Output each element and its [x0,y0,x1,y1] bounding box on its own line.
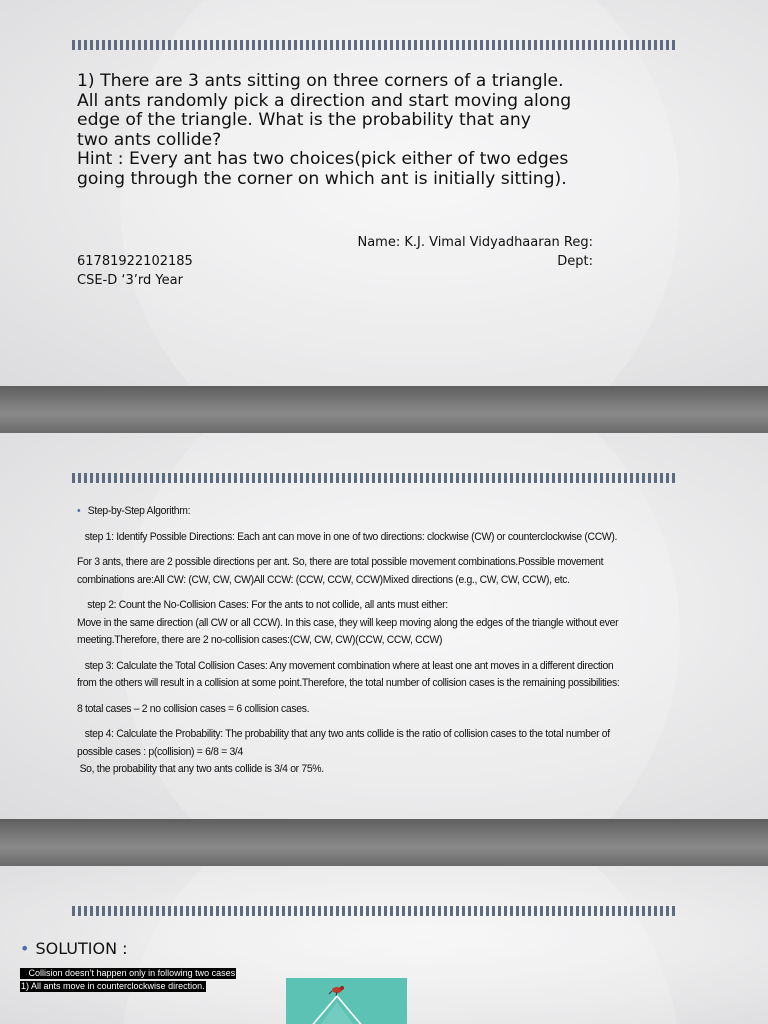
step-3-paragraph: step 3: Calculate the Total Collision Cases: Any movement combination where at least one ant moves in a different direction from the others will result in a collision at some point.Therefore, the total number of collision cases is the remaining possibilities: [77,659,620,689]
decorative-stripe [72,906,676,916]
algorithm-bullet [77,503,635,521]
decorative-stripe [72,40,676,50]
slide-1 [0,0,768,386]
triangle-illustration [286,978,407,1024]
combinations-paragraph: For 3 ants, there are 2 possible directions per ant. So, there are total possible movement combinations.Possible movement combinations are:All CW: (CW, CW, CW)All CCW: (CCW, CCW, CCW)Mixed directions (e.g., CW, CW, CCW), etc. [77,556,604,586]
algorithm-text [77,503,635,787]
ant-triangle-icon [286,978,407,1024]
bullet-icon: • [20,939,30,958]
step-2-paragraph: step 2: Count the No-Collision Cases: For the ants to not collide, all ants must either: Move in the same direction (all CW or all CCW). In this case, they will keep moving along the edges of the triangle without ever meeting.Therefore, there are 2 no-collision cases:(CW, CW, CW)(CCW, CCW, CCW) [77,599,619,646]
step-4-paragraph: step 4: Calculate the Probability: The probability that any two ants collide is the ratio of collision cases to the total number of possible cases : p(collision) = 6/8 = 3/4 So, the probability that any two ants collide is 3/4 or 75%. [77,728,610,775]
step-1-paragraph: step 1: Identify Possible Directions: Each ant can move in one of two directions: clockwise (CW) or counterclockwise (CCW). [77,530,618,543]
dept-value: CSE-D ‘3’rd Year [77,273,183,288]
algorithm-heading: Step-by-Step Algorithm: [87,505,191,517]
reg-number: 61781922102185 [77,254,193,269]
decorative-stripe [72,473,676,483]
note-no-collision: Collision doesn’t happen only in following two cases [21,968,236,978]
author-name-line: Name: K.J. Vimal Vidyadhaaran Reg: [357,235,593,250]
solution-title [20,938,128,960]
reg-dept-row [77,252,593,271]
slide-gap [0,386,768,433]
bullet-icon: • [77,505,81,517]
dept-label: Dept: [557,254,593,269]
question-text: 1) There are 3 ants sitting on three corners of a triangle. All ants randomly pick a direction and start moving along edge of the triangle. What is the probability that any two ants collide? Hint : Every ant has two choices(pick either of two edges going through the corner on which ant is initially sitting). [77,71,572,189]
note-ccw-case: 1) All ants move in counterclockwise direction. [21,981,205,991]
solution-heading: SOLUTION : [35,939,128,958]
collision-count-paragraph: 8 total cases – 2 no collision cases = 6 collision cases. [77,702,310,715]
slide-gap [0,819,768,866]
